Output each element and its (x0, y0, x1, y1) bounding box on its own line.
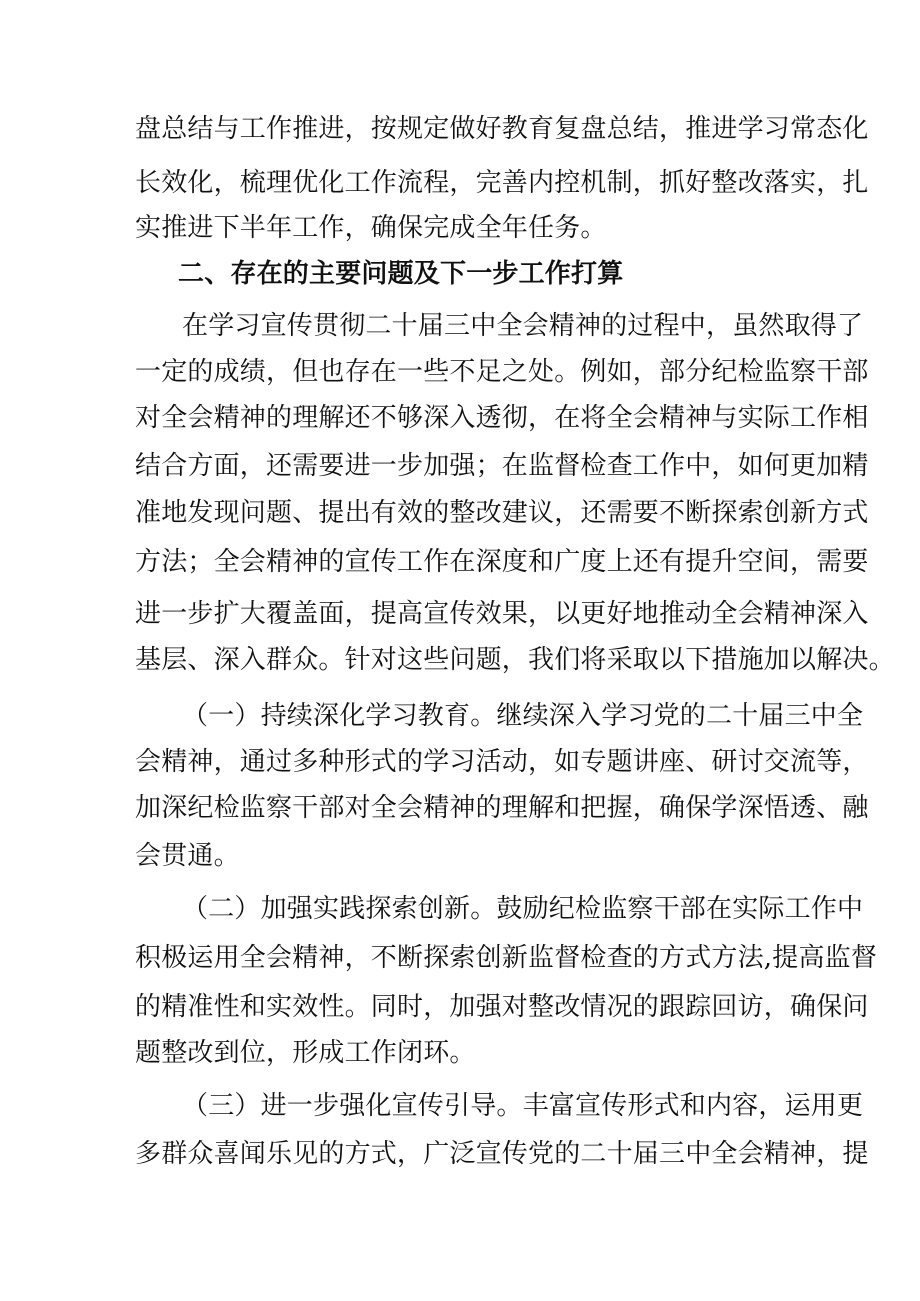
text-line: 积极运用全会精神，不断探索创新监督检查的方式方法,提高监督 (135, 943, 878, 973)
text-line: 的精准性和实效性。同时，加强对整改情况的跟踪回访，确保问 (135, 992, 869, 1022)
text-line: 会贯通。 (135, 841, 240, 871)
text-line: 盘总结与工作推进，按规定做好教育复盘总结，推进学习常态化 (135, 114, 869, 144)
text-line: 基层、深入群众。针对这些问题，我们将采取以下措施加以解决。 (135, 645, 895, 675)
text-line: 结合方面，还需要进一步加强；在监督检查工作中，如何更加精 (135, 451, 869, 481)
text-line: 长效化，梳理优化工作流程，完善内控机制，抓好整改落实，扎 (135, 168, 869, 198)
text-line: 会精神，通过多种形式的学习活动，如专题讲座、研讨交流等， (135, 747, 869, 777)
paragraph-first-line: （三）进一步强化宣传引导。丰富宣传形式和内容，运用更 (182, 1091, 864, 1121)
text-line: 方法；全会精神的宣传工作在深度和广度上还有提升空间，需要 (135, 547, 869, 577)
text-line: 题整改到位，形成工作闭环。 (135, 1038, 476, 1068)
text-line: 准地发现问题、提出有效的整改建议，还需要不断探索创新方式 (135, 498, 869, 528)
text-line: 一定的成绩，但也存在一些不足之处。例如，部分纪检监察干部 (135, 357, 869, 387)
text-line: 实推进下半年工作，确保完成全年任务。 (135, 213, 607, 243)
text-line: 加深纪检监察干部对全会精神的理解和把握，确保学深悟透、融 (135, 793, 869, 823)
section-heading: 二、存在的主要问题及下一步工作打算 (178, 259, 624, 289)
paragraph-first-line: （二）加强实践探索创新。鼓励纪检监察干部在实际工作中 (182, 894, 864, 924)
text-line: 多群众喜闻乐见的方式，广泛宣传党的二十届三中全会精神，提 (135, 1139, 869, 1169)
text-line: 进一步扩大覆盖面，提高宣传效果，以更好地推动全会精神深入 (135, 599, 869, 629)
text-line: 对全会精神的理解还不够深入透彻，在将全会精神与实际工作相 (135, 403, 869, 433)
paragraph-first-line: 在学习宣传贯彻二十届三中全会精神的过程中，虽然取得了 (182, 311, 864, 341)
paragraph-first-line: （一）持续深化学习教育。继续深入学习党的二十届三中全 (182, 701, 864, 731)
